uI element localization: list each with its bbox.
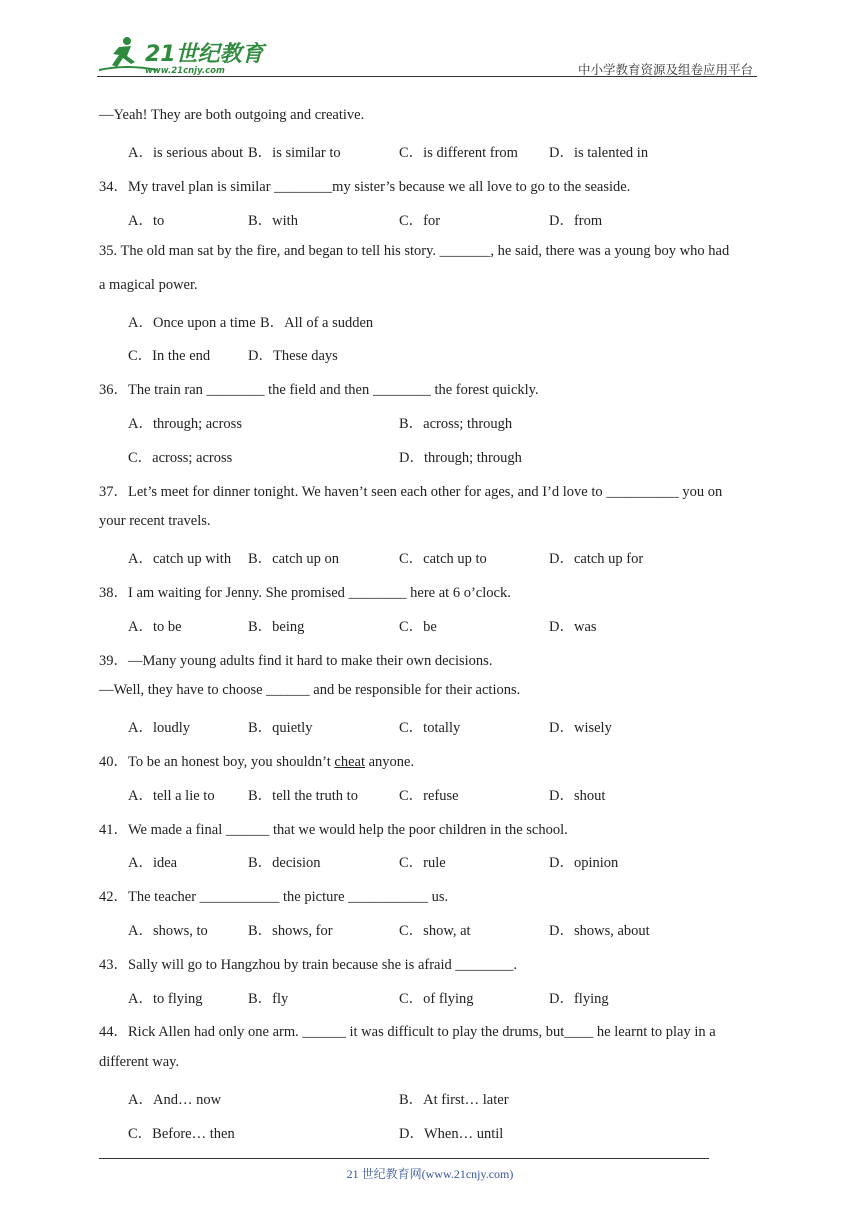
q38-option-c: C．be (399, 619, 437, 635)
svg-text:21世纪教育: 21世纪教育 (145, 42, 264, 67)
q40-option-c: C．refuse (399, 788, 459, 804)
q38-option-d: D．was (549, 619, 597, 635)
q40-option-b: B．tell the truth to (248, 788, 358, 804)
q39-option-b: B．quietly (248, 720, 313, 736)
q40-text-before: 40．To be an honest boy, you shouldn’t (99, 754, 335, 770)
q34-option-a: A．to (128, 213, 165, 229)
q41-option-d: D．opinion (549, 855, 619, 871)
q42-option-b: B．shows, for (248, 923, 333, 939)
q37-text-line1: 37．Let’s meet for dinner tonight. We haven’t seen each other for ages, and I’d love to __________ you on (99, 484, 723, 500)
q41-option-b: B．decision (248, 855, 321, 871)
q33-option-c: C．is different from (399, 145, 518, 161)
q37-option-a: A．catch up with (128, 551, 232, 567)
q35-option-c: C．In the end (128, 348, 211, 364)
q33-option-a: A．is serious about (128, 145, 244, 161)
q39-option-a: A．loudly (128, 720, 191, 736)
q39-text-line1: 39．—Many young adults find it hard to make their own decisions. (99, 653, 493, 669)
q36-option-a: A．through; across (128, 416, 242, 432)
q39-text-line2: —Well, they have to choose ______ and be responsible for their actions. (99, 682, 521, 698)
svg-text:www.21cnjy.com: www.21cnjy.com (145, 66, 225, 76)
q44-option-c: C．Before… then (128, 1126, 235, 1142)
q43-option-a: A．to flying (128, 991, 203, 1007)
q39-option-d: D．wisely (549, 720, 612, 736)
q42-option-a: A．shows, to (128, 923, 208, 939)
q38-option-b: B．being (248, 619, 305, 635)
q44-option-a: A．And… now (128, 1092, 222, 1108)
q43-option-c: C．of flying (399, 991, 474, 1007)
q41-option-c: C．rule (399, 855, 446, 871)
q40-underlined-word: cheat (334, 754, 365, 770)
q44-option-b: B．At first… later (399, 1092, 509, 1108)
q38-text: 38．I am waiting for Jenny. She promised ________ here at 6 o’clock. (99, 585, 511, 601)
q43-text: 43．Sally will go to Hangzhou by train because she is afraid ________. (99, 957, 518, 973)
q42-option-c: C．show, at (399, 923, 471, 939)
q44-text-line1: 44．Rick Allen had only one arm. ______ it was difficult to play the drums, but____ he learnt to play in a (99, 1024, 716, 1040)
header-divider (97, 76, 757, 77)
footer-divider (99, 1158, 709, 1159)
q34-option-b: B．with (248, 213, 298, 229)
q33-option-b: B．is similar to (248, 145, 341, 161)
q35-text-line2: a magical power. (99, 277, 198, 293)
site-logo (97, 34, 267, 76)
q35-text-line1: 35. The old man sat by the fire, and began to tell his story. _______, he said, there was a young boy who had (99, 243, 730, 259)
q37-option-d: D．catch up for (549, 551, 644, 567)
q33-answer-line: —Yeah! They are both outgoing and creative. (99, 107, 365, 123)
q34-text: 34．My travel plan is similar ________my sister’s because we all love to go to the seaside. (99, 179, 631, 195)
q36-option-b: B．across; through (399, 416, 513, 432)
platform-name: 中小学教育资源及组卷应用平台 (577, 63, 753, 77)
q39-option-c: C．totally (399, 720, 461, 736)
q35-option-d: D．These days (248, 348, 338, 364)
q34-option-c: C．for (399, 213, 441, 229)
q36-option-d: D．through; through (399, 450, 522, 466)
q35-option-b: B．All of a sudden (260, 315, 374, 331)
q40-option-d: D．shout (549, 788, 606, 804)
page-header (97, 30, 757, 78)
q37-option-c: C．catch up to (399, 551, 487, 567)
q41-option-a: A．idea (128, 855, 178, 871)
q36-text: 36．The train ran ________ the field and then ________ the forest quickly. (99, 382, 539, 398)
q41-text: 41．We made a final ______ that we would help the poor children in the school. (99, 822, 568, 838)
q42-text: 42．The teacher ___________ the picture ___________ us. (99, 889, 449, 905)
q33-option-d: D．is talented in (549, 145, 649, 161)
q43-option-b: B．fly (248, 991, 289, 1007)
q37-option-b: B．catch up on (248, 551, 340, 567)
q38-option-a: A．to be (128, 619, 182, 635)
q40-text (99, 750, 414, 771)
q35-option-a: A．Once upon a time (128, 315, 256, 331)
q43-option-d: D．flying (549, 991, 609, 1007)
footer-link[interactable]: 21 世纪教育网(www.21cnjy.com) (346, 1167, 514, 1181)
q40-option-a: A．tell a lie to (128, 788, 215, 804)
q42-option-d: D．shows, about (549, 923, 650, 939)
q37-text-line2: your recent travels. (99, 513, 211, 529)
q34-option-d: D．from (549, 213, 603, 229)
q40-text-after: anyone. (365, 754, 415, 770)
q44-option-d: D．When… until (399, 1126, 504, 1142)
q44-text-line2: different way. (99, 1054, 180, 1070)
q36-option-c: C．across; across (128, 450, 233, 466)
